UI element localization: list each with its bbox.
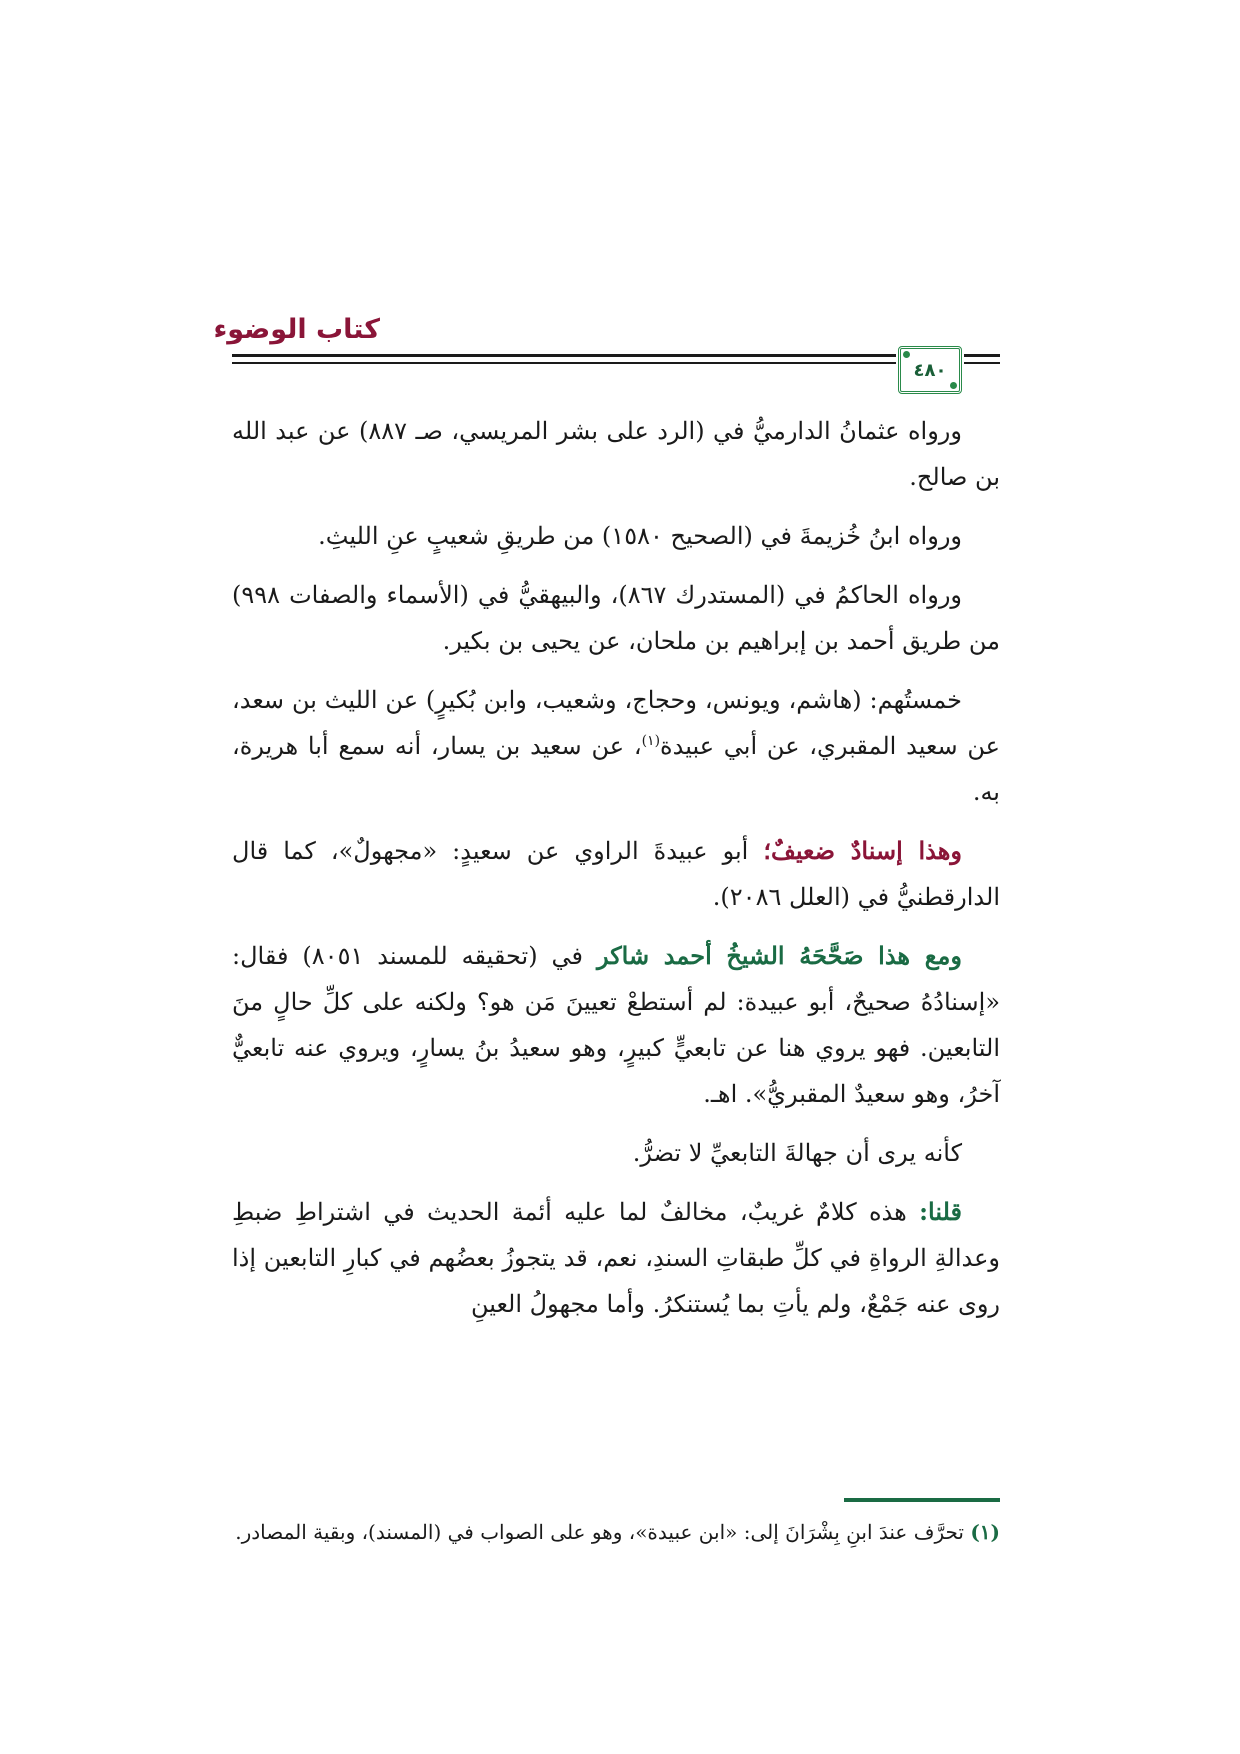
page-header	[0, 308, 1240, 388]
page-number-frame	[898, 346, 962, 394]
paragraph-4-end: ، عن سعيد بن يسار، أنه سمع أبا هريرة، به.	[232, 732, 1000, 806]
header-rule-right-top	[964, 354, 1000, 357]
footnote-divider	[844, 1498, 1000, 1502]
main-text	[232, 408, 1000, 1340]
weak-chain-label: وهذا إسنادٌ ضعيفٌ؛	[763, 836, 962, 865]
paragraph-5	[232, 828, 1000, 920]
page-number: ٤٨٠	[913, 359, 947, 381]
footnote-number: (١)	[970, 1520, 1000, 1544]
paragraph-4-start: خمستُهم: (هاشم، ويونس، وحجاج، وشعيب، وابن بُكيرٍ) عن الليث بن سعد، عن سعيد المقبري، عن أبي عبيدة	[232, 686, 1000, 760]
paragraph-4	[232, 677, 1000, 815]
footnote-text: تحرَّف عندَ ابنِ بِشْرَانَ إلى: «ابن عبيدة»، وهو على الصواب في (المسند)، وبقية المصادر.	[235, 1520, 971, 1544]
header-rule-bottom	[232, 362, 896, 364]
paragraph-3: ورواه الحاكمُ في (المستدرك ٨٦٧)، والبيهقيُّ في (الأسماء والصفات ٩٩٨) من طريق أحمد بن إبراهيم بن ملحان، عن يحيى بن بكير.	[232, 581, 1000, 655]
footnote	[232, 1512, 1000, 1552]
paragraph-2: ورواه ابنُ خُزيمةَ في (الصحيح ١٥٨٠) من طريقِ شعيبٍ عنِ الليثِ.	[318, 522, 962, 550]
header-rule-top	[232, 354, 896, 357]
paragraph-7: كأنه يرى أن جهالةَ التابعيِّ لا تضرُّ.	[632, 1139, 962, 1167]
header-rule-right-bottom	[964, 362, 1000, 364]
qulna-label: قلنا:	[919, 1197, 962, 1226]
paragraph-8	[232, 1189, 1000, 1327]
paragraph-8-text: هذه كلامٌ غريبٌ، مخالفٌ لما عليه أئمة الحديث في اشتراطِ ضبطِ وعدالةِ الرواةِ في كلِّ طبقاتِ السندِ، نعم، قد يتجوزُ بعضُهم في كبارِ التابعين إذا روى عنه جَمْعٌ، ولم يأتِ بما يُستنكرُ. وأما مجهولُ العينِ	[232, 1198, 1000, 1318]
chapter-title: كتاب الوضوء	[213, 314, 380, 345]
paragraph-1: ورواه عثمانُ الدارميُّ في (الرد على بشر المريسي، صـ ٨٨٧) عن عبد الله بن صالح.	[232, 417, 1000, 491]
paragraph-6-text: في (تحقيقه للمسند ٨٠٥١) فقال: «إسنادُهُ صحيحٌ، أبو عبيدة: لم أستطعْ تعيينَ مَن هو؟ ولكنه على كلِّ حالٍ منَ التابعين. فهو يروي هنا عن تابعيٍّ كبيرٍ، وهو سعيدُ بنُ يسارٍ، ويروي عنه تابعيٌّ آخرُ، وهو سعيدٌ المقبريُّ». اهـ.	[232, 942, 1000, 1108]
paragraph-5-text: أبو عبيدةَ الراوي عن سعيدٍ: «مجهولٌ»، كما قال الدارقطنيُّ في (العلل ٢٠٨٦).	[232, 837, 1000, 911]
paragraph-6	[232, 933, 1000, 1117]
shakir-label: ومع هذا صَحَّحَهُ الشيخُ أحمد شاكر	[596, 941, 962, 970]
footnote-marker: (١)	[641, 733, 661, 749]
